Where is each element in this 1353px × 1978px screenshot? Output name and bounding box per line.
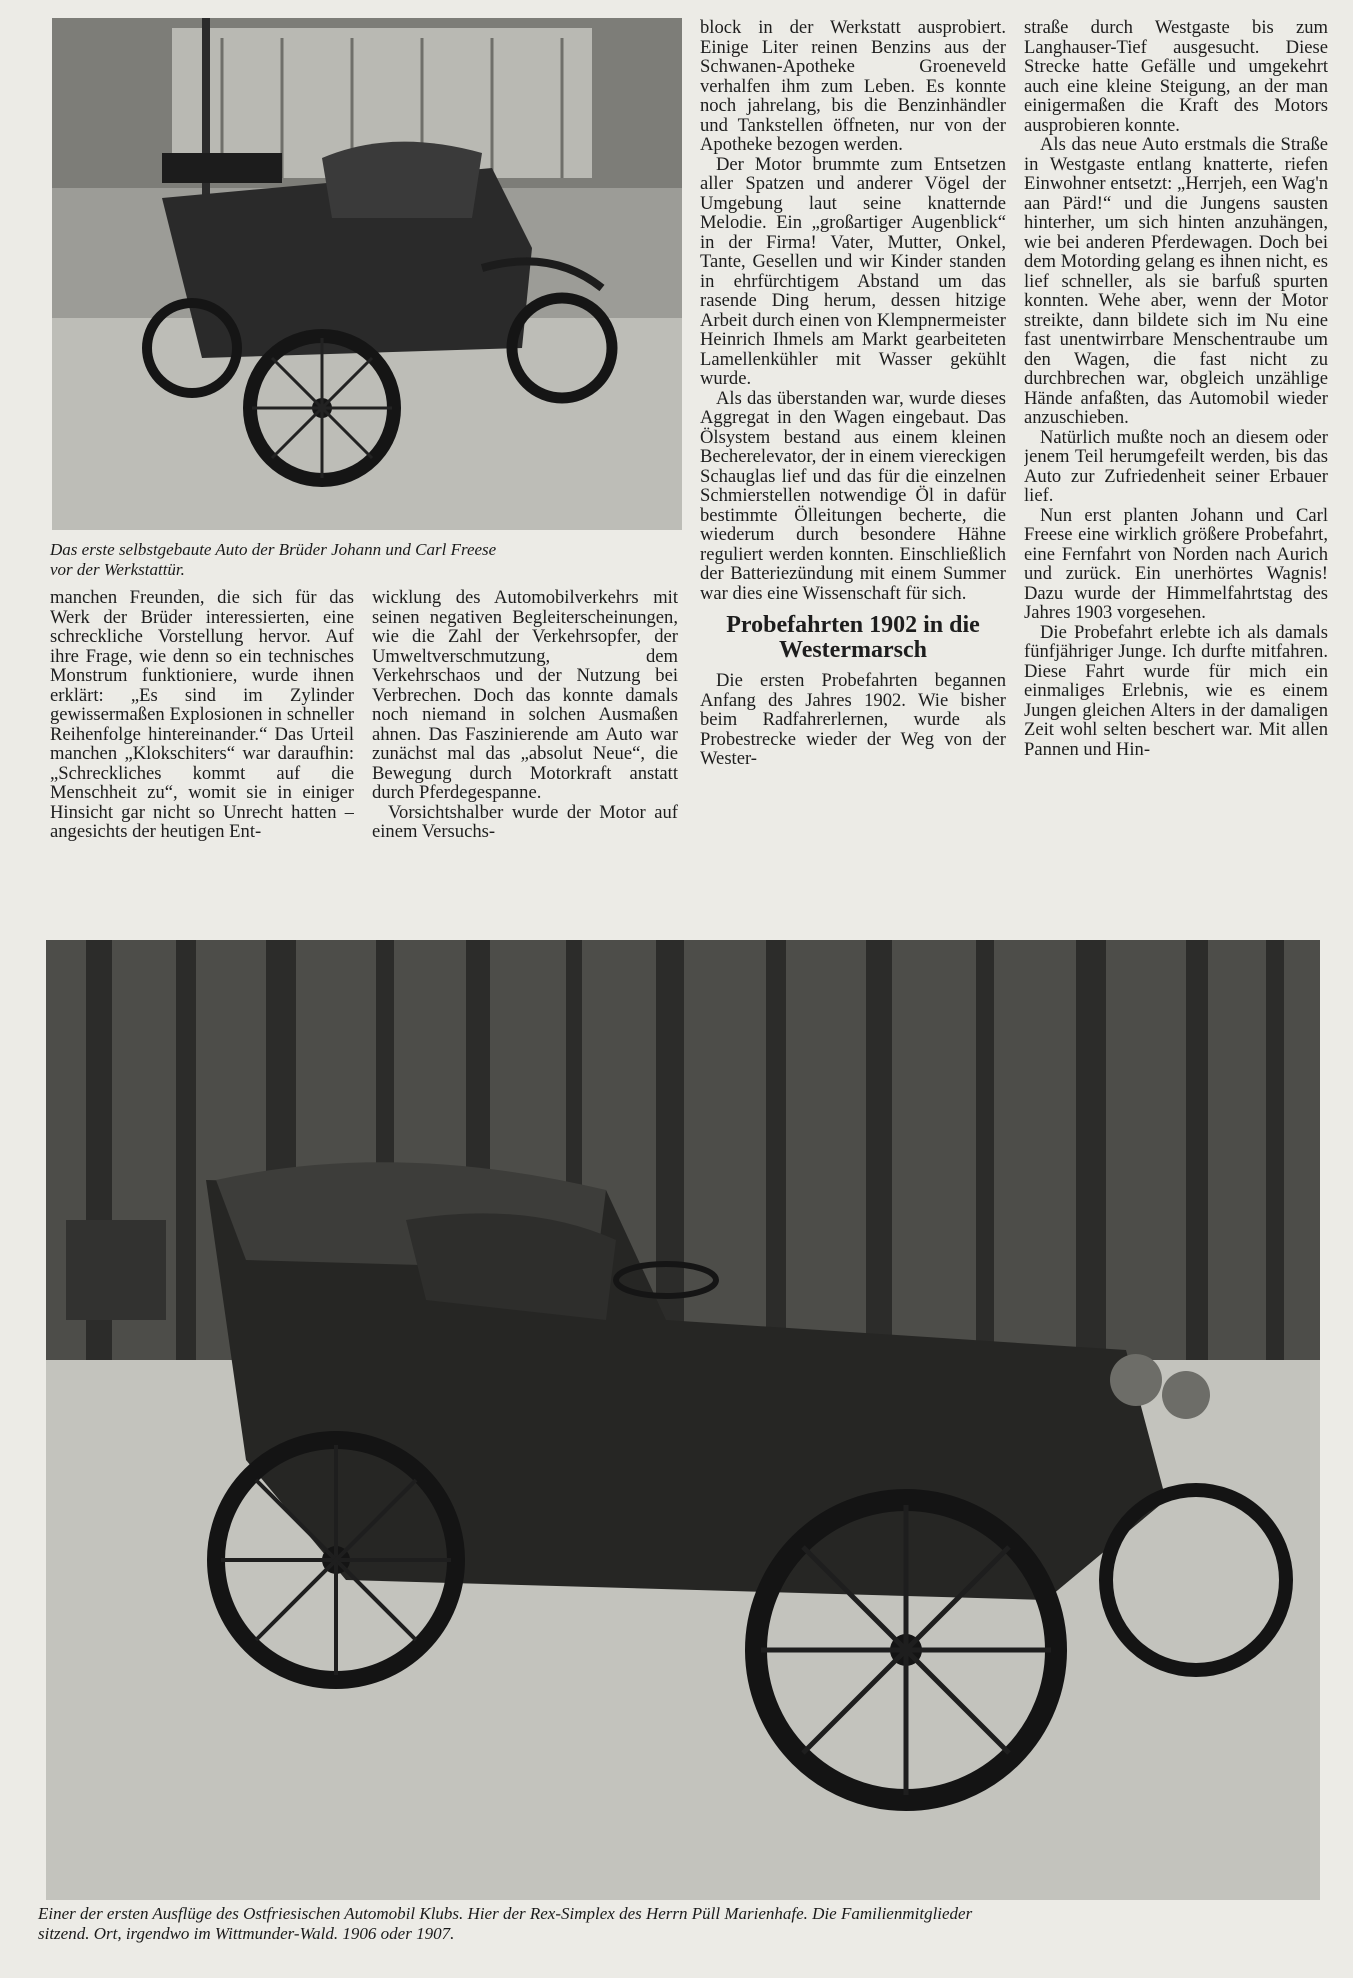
caption-line: Das erste selbstgebaute Auto der Brüder Johann und Carl Freese [50, 540, 497, 559]
paragraph: Als das neue Auto erstmals die Straße in Westgaste entlang knatterte, riefen Einwohner entsetzt: „Herrjeh, een Wag'n aan Pärd!“ und die Jungens sausten hinterher, um sich hinten anzuhängen, wie bei anderen Pferdewagen. Doch bei dem Motording gelang es ihnen nicht, es lief schneller, als sie barfuß spurten konnten. Wehe aber, wenn der Motor streikte, dann bildete sich im Nu eine fast unentwirrbare Menschentraube um den Wagen, die fast nicht zu durchbrechen war, obgleich unzählige Hände anfaßten, das Automobil wieder anzuschieben. [1024, 134, 1328, 428]
article-column-4 [1024, 18, 1328, 922]
paragraph: Der Motor brummte zum Entsetzen aller Spatzen und anderer Vögel der Umgebung laut seine knatternde Melodie. Ein „großartiger Augenblick“ in der Firma! Vater, Mutter, Onkel, Tante, Gesellen und wir Kinder standen in ehrfürchtigem Abstand um das rasende Ding herum, dessen hitzige Arbeit durch einen von Klempnermeister Heinrich Ihmels am Markt gearbeiteten Lamellenkühler mit Wasser gekühlt wurde. [700, 153, 1006, 389]
paragraph: manchen Freunden, die sich für das Werk der Brüder interessierten, eine schreckliche Vorstellung hervor. Auf ihre Frage, wie denn so ein technisches Monstrum funktioniere, wurde ihnen erklärt: „Es sind im Zylinder gewissermaßen Explosionen in schneller Reihenfolge hintereinander.“ Das Urteil manchen „Klokschiters“ war daraufhin: „Schreckliches kommt auf die Menschheit zu“, womit sie in einiger Hinsicht gar nicht so Unrecht hatten – angesichts der heutigen Ent- [50, 588, 354, 842]
photo-first-car [52, 18, 682, 530]
caption-line: sitzend. Ort, irgendwo im Wittmunder-Wald. 1906 oder 1907. [38, 1924, 455, 1943]
paragraph: Als das überstanden war, wurde dieses Aggregat in den Wagen eingebaut. Das Ölsystem bestand aus einem kleinen Becherelevator, der in einem viereckigen Schauglas lief und das für die einzelnen Schmierstellen notwendige Öl in dafür bestimmte Ölleitungen becherte, die wiederum durch besondere Hähne reguliert werden konnten. Einschließlich der Batteriezündung mit einem Summer war dies eine Wissenschaft für sich. [700, 387, 1006, 604]
photo-rex-simplex-image [46, 940, 1320, 1900]
article-column-3 [700, 18, 1006, 922]
section-heading-line: Westermarsch [779, 637, 927, 663]
paragraph: Nun erst planten Johann und Carl Freese eine wirklich größere Probefahrt, eine Fernfahrt von Norden nach Aurich und zurück. Ein unerhörtes Wagnis! Dazu wurde der Himmelfahrtstag des Jahres 1903 vorgesehen. [1024, 504, 1328, 623]
section-heading-line: Probefahrten 1902 in die [726, 612, 980, 638]
photo-rex-simplex [46, 940, 1320, 1900]
photo-rex-simplex-caption [38, 1904, 1338, 1944]
article-column-2 [372, 588, 678, 918]
paragraph: Die Probefahrt erlebte ich als damals fünfjähriger Junge. Ich durfte mitfahren. Diese Fahrt wurde für mich ein einmaliges Erlebnis, wie es einem Jungen gleichen Alters in der damaligen Zeit wohl selten beschert war. Mit allen Pannen und Hin- [1024, 621, 1328, 760]
paragraph: Die ersten Probefahrten begannen Anfang des Jahres 1902. Wie bisher beim Radfahrerlernen, wurde als Probestrecke wieder der Weg von der Wester- [700, 670, 1006, 769]
article-column-1 [50, 588, 354, 918]
caption-line: Einer der ersten Ausflüge des Ostfriesischen Automobil Klubs. Hier der Rex-Simplex des Herrn Püll Marienhafe. Die Familienmitglieder [38, 1904, 973, 1923]
caption-line: vor der Werkstattür. [50, 560, 185, 579]
paragraph: straße durch Westgaste bis zum Langhauser-Tief ausgesucht. Diese Strecke hatte Gefälle und umgekehrt auch eine kleine Steigung, an der man einigermaßen die Kraft des Motors ausprobieren konnte. [1024, 18, 1328, 136]
paragraph: Natürlich mußte noch an diesem oder jenem Teil herumgefeilt werden, bis das Auto zur Zufriedenheit seiner Erbauer lief. [1024, 426, 1328, 506]
paragraph: block in der Werkstatt ausprobiert. Einige Liter reinen Benzins aus der Schwanen-Apotheke Groeneveld verhalfen ihm zum Leben. Es konnte noch jahrelang, bis die Benzinhändler und Tankstellen öffneten, nur von der Apotheke bezogen werden. [700, 18, 1006, 155]
photo-first-car-image [52, 18, 682, 530]
paragraph: wicklung des Automobilverkehrs mit seinen negativen Begleiterscheinungen, wie die Zahl der Verkehrsopfer, der Umweltverschmutzung, dem Verkehrschaos und der Nutzung bei Verbrechen. Doch das konnte damals noch niemand in solchen Ausmaßen ahnen. Das Faszinierende am Auto war zunächst mal das „absolut Neue“, die Bewegung durch Motorkraft anstatt durch Pferdegespanne. [372, 588, 678, 803]
section-heading [700, 613, 1006, 663]
photo-first-car-caption [50, 540, 690, 580]
paragraph: Vorsichtshalber wurde der Motor auf einem Versuchs- [372, 801, 678, 842]
